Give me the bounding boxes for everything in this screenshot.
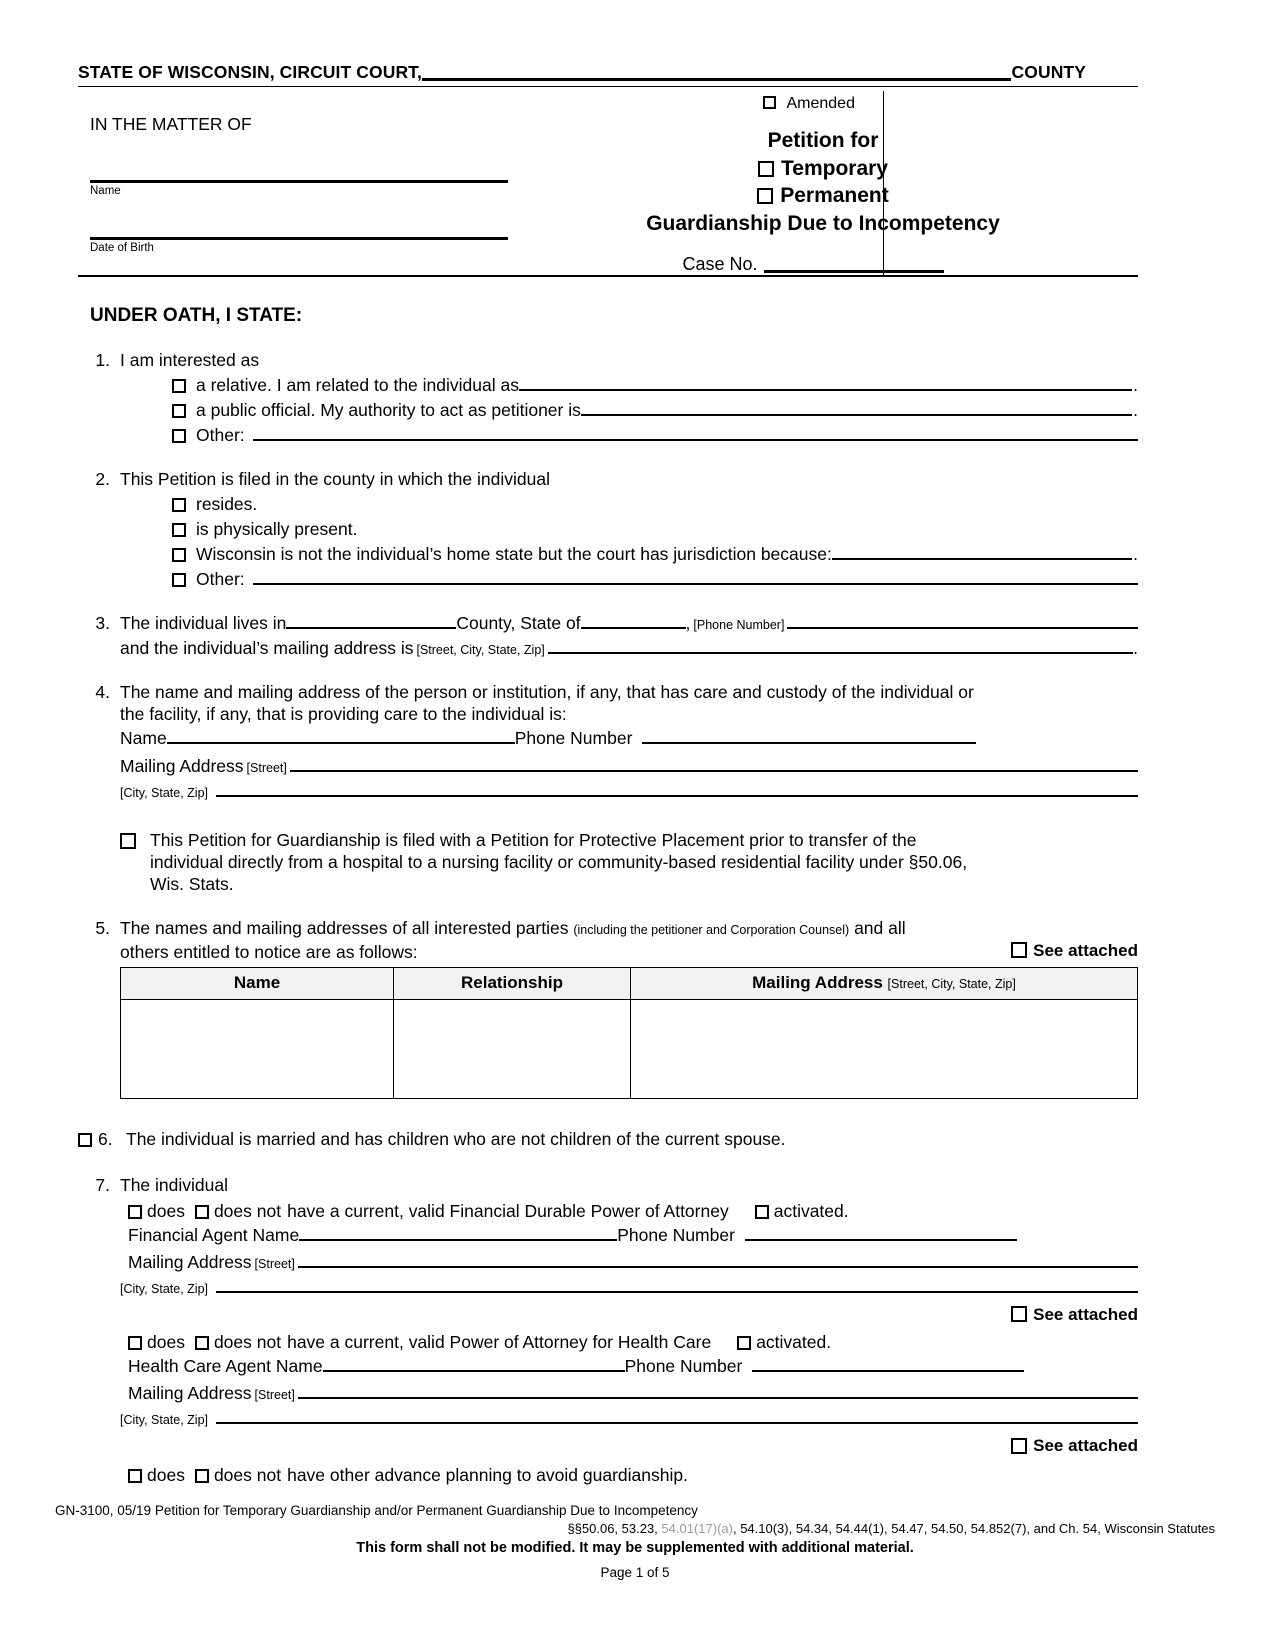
name-input-line[interactable] xyxy=(90,180,508,183)
financial-activated-option xyxy=(755,1200,849,1222)
footer-statutes xyxy=(55,1520,1215,1538)
item-3-line-2 xyxy=(120,637,1138,659)
item-2-option-jurisdiction xyxy=(172,543,1138,565)
financial-city-input-line[interactable] xyxy=(216,1278,1138,1293)
item-1-body xyxy=(120,349,1138,446)
item-4-line-2: the facility, if any, that is providing care to the individual is: xyxy=(120,704,567,725)
county-label: COUNTY xyxy=(1011,62,1086,82)
item1-other-checkbox[interactable] xyxy=(172,429,186,443)
form-sheet xyxy=(78,62,1138,1486)
financial-agent-phone-input-line[interactable] xyxy=(745,1226,1017,1241)
financial-does-label: does xyxy=(147,1200,185,1221)
financial-street-row xyxy=(128,1251,1138,1273)
petition-for-label: Petition for xyxy=(767,129,879,152)
financial-activated-checkbox[interactable] xyxy=(755,1205,769,1219)
table-row xyxy=(121,999,1138,1098)
interested-parties-table xyxy=(120,967,1138,1098)
financial-street-hint: [Street] xyxy=(254,1256,295,1271)
column-header-mailing-address-text: Mailing Address xyxy=(752,973,883,993)
public-official-label: a public official. My authority to act as petitioner is xyxy=(196,399,581,420)
case-number-row xyxy=(488,254,1138,275)
financial-mailing-label: Mailing Address xyxy=(128,1251,252,1272)
others-entitled-label: others entitled to notice are as follows: xyxy=(120,942,418,963)
healthcare-does-not-option xyxy=(195,1331,281,1353)
jurisdiction-period: . xyxy=(1133,544,1138,565)
item-3-line-1 xyxy=(120,612,1138,634)
column-header-mailing-address-hint: [Street, City, State, Zip] xyxy=(887,977,1016,992)
footer-statutes-pre: §§50.06, 53.23, xyxy=(567,1521,662,1537)
item-7-number: 7. xyxy=(95,1174,110,1195)
healthcare-city-row xyxy=(120,1409,1138,1429)
temporary-checkbox[interactable] xyxy=(758,161,774,177)
healthcare-street-hint: [Street] xyxy=(254,1388,295,1403)
married-with-children-checkbox[interactable] xyxy=(78,1133,92,1147)
item-2-option-other xyxy=(172,568,1138,590)
healthcare-see-attached-checkbox[interactable] xyxy=(1011,1438,1027,1454)
item-2-option-present xyxy=(172,518,1138,540)
item-5-number: 5. xyxy=(95,918,110,939)
item-1-option-relative xyxy=(172,374,1138,396)
item-2-option-resides xyxy=(172,493,1138,515)
protective-placement-text xyxy=(150,829,967,895)
item-5 xyxy=(78,917,1138,1098)
footer-statutes-grey: 54.01(17)(a) xyxy=(661,1521,733,1537)
guardianship-title-label: Guardianship Due to Incompetency xyxy=(646,212,1000,236)
item3-period: . xyxy=(1133,638,1138,659)
item5-see-attached-label: See attached xyxy=(1033,940,1138,960)
financial-does-checkbox[interactable] xyxy=(128,1205,142,1219)
caption-box xyxy=(78,62,1138,277)
item-5-line-1 xyxy=(120,917,1138,939)
public-official-checkbox[interactable] xyxy=(172,404,186,418)
item-6-number: 6. xyxy=(98,1128,113,1149)
protective-placement-line-1: This Petition for Guardianship is filed with a Petition for Protective Placement prior to transfer of the xyxy=(150,830,917,851)
item-7 xyxy=(78,1174,1138,1487)
caption-body xyxy=(78,87,1138,275)
custodian-phone-label: Phone Number xyxy=(514,728,633,749)
protective-placement-row xyxy=(120,829,1138,895)
physically-present-label: is physically present. xyxy=(196,519,358,540)
advance-does-option xyxy=(128,1464,185,1486)
item-2-lead: This Petition is filed in the county in which the individual xyxy=(120,469,550,490)
court-label: STATE OF WISCONSIN, CIRCUIT COURT, xyxy=(78,62,422,82)
county-input-line[interactable] xyxy=(422,63,1011,81)
name-field-block xyxy=(90,180,508,199)
financial-poa-text: have a current, valid Financial Durable Power of Attorney xyxy=(287,1200,729,1221)
item-6 xyxy=(78,1129,1138,1150)
custodian-phone-input-line[interactable] xyxy=(642,729,976,744)
advance-does-checkbox[interactable] xyxy=(128,1469,142,1483)
item4-street-hint: [Street] xyxy=(246,760,287,775)
item5-see-attached-checkbox[interactable] xyxy=(1011,942,1027,958)
individual-phone-input-line[interactable] xyxy=(787,614,1138,629)
custodian-mailing-label: Mailing Address xyxy=(120,755,244,776)
item-5-line-2 xyxy=(120,940,1138,964)
court-header-row xyxy=(78,62,1138,87)
permanent-row xyxy=(508,182,1138,210)
item-4-line-1: The name and mailing address of the person or institution, if any, that has care and custody of the individual or xyxy=(120,682,974,703)
dob-label: Date of Birth xyxy=(90,242,154,255)
healthcare-does-label: does xyxy=(147,1332,185,1353)
public-official-detail-input-line[interactable] xyxy=(581,401,1132,416)
case-no-label: Case No. xyxy=(682,253,758,274)
advance-planning-row xyxy=(128,1464,1138,1486)
column-header-relationship: Relationship xyxy=(394,968,631,999)
relative-checkbox[interactable] xyxy=(172,379,186,393)
footer-notice: This form shall not be modified. It may be supplemented with additional material. xyxy=(356,1539,914,1556)
financial-agent-row xyxy=(128,1224,1138,1246)
item-4-body xyxy=(120,681,1138,895)
item-1 xyxy=(78,349,1138,446)
in-the-matter-of-label: IN THE MATTER OF xyxy=(90,114,252,134)
financial-see-attached-checkbox[interactable] xyxy=(1011,1306,1027,1322)
healthcare-see-attached-label: See attached xyxy=(1033,1435,1138,1455)
relative-label: a relative. I am related to the individual as xyxy=(196,374,519,395)
dob-input-line[interactable] xyxy=(90,237,508,240)
healthcare-agent-phone-input-line[interactable] xyxy=(752,1357,1024,1372)
healthcare-see-attached-row xyxy=(120,1435,1138,1456)
custodian-city-input-line[interactable] xyxy=(216,782,1138,797)
healthcare-mailing-label: Mailing Address xyxy=(128,1383,252,1404)
jurisdiction-checkbox[interactable] xyxy=(172,548,186,562)
item-4-name-phone-row xyxy=(120,727,1138,749)
relative-detail-input-line[interactable] xyxy=(519,376,1132,391)
state-input-line[interactable] xyxy=(581,614,686,629)
protective-placement-line-3: Wis. Stats. xyxy=(150,874,234,895)
financial-see-attached-label: See attached xyxy=(1033,1304,1138,1324)
table-cell-name[interactable] xyxy=(121,999,394,1098)
temporary-label: Temporary xyxy=(781,156,888,180)
case-no-input-line[interactable] xyxy=(764,255,944,273)
item-3-body xyxy=(120,612,1138,659)
amended-checkbox[interactable] xyxy=(763,96,776,109)
advance-does-not-option xyxy=(195,1464,281,1486)
protective-placement-checkbox[interactable] xyxy=(120,833,136,849)
county-state-label: County, State of xyxy=(456,613,581,634)
financial-street-input-line[interactable] xyxy=(298,1253,1138,1268)
item-4-street-row xyxy=(120,755,1138,777)
financial-city-hint: [City, State, Zip] xyxy=(120,1281,208,1296)
item-4-city-row xyxy=(120,782,1138,802)
healthcare-poa-text: have a current, valid Power of Attorney for Health Care xyxy=(287,1332,712,1353)
item-1-lead: I am interested as xyxy=(120,349,260,370)
healthcare-city-hint: [City, State, Zip] xyxy=(120,1413,208,1428)
item-1-option-public-official xyxy=(172,399,1138,421)
dob-field-block xyxy=(90,237,508,256)
temporary-row xyxy=(508,155,1138,183)
advance-does-not-checkbox[interactable] xyxy=(195,1469,209,1483)
lives-in-label: The individual lives in xyxy=(120,613,287,634)
financial-does-not-option xyxy=(195,1200,281,1222)
interested-parties-hint: (including the petitioner and Corporation Counsel) xyxy=(573,923,850,938)
healthcare-agent-row xyxy=(128,1355,1138,1377)
table-cell-mailing-address[interactable] xyxy=(631,999,1138,1098)
resides-checkbox[interactable] xyxy=(172,498,186,512)
page-footer xyxy=(55,1502,1215,1583)
caption-left-column xyxy=(78,87,508,275)
interested-parties-label: The names and mailing addresses of all interested parties xyxy=(120,918,569,939)
financial-agent-name-input-line[interactable] xyxy=(299,1226,617,1241)
healthcare-street-row xyxy=(128,1382,1138,1404)
financial-does-option xyxy=(128,1200,185,1222)
protective-placement-line-2: individual directly from a hospital to a nursing facility or community-based residential facility under §50.06, xyxy=(150,852,968,873)
permanent-label: Permanent xyxy=(780,184,889,208)
amended-row xyxy=(480,95,1138,113)
item-2-body xyxy=(120,468,1138,590)
phone-number-hint: [Phone Number] xyxy=(693,618,785,633)
item2-other-input-line[interactable] xyxy=(253,570,1138,585)
item3-comma: , xyxy=(685,613,691,634)
healthcare-does-not-checkbox[interactable] xyxy=(195,1336,209,1350)
financial-does-not-label: does not xyxy=(213,1200,282,1221)
healthcare-activated-checkbox[interactable] xyxy=(737,1336,751,1350)
item-5-body xyxy=(120,917,1138,1098)
name-label: Name xyxy=(90,185,121,198)
physically-present-checkbox[interactable] xyxy=(172,523,186,537)
jurisdiction-label: Wisconsin is not the individual’s home state but the court has jurisdiction because: xyxy=(196,544,832,565)
healthcare-street-input-line[interactable] xyxy=(298,1384,1138,1399)
financial-agent-phone-label: Phone Number xyxy=(617,1224,735,1245)
caption-right-column xyxy=(508,87,1138,275)
item-4-number: 4. xyxy=(95,682,110,703)
financial-does-not-checkbox[interactable] xyxy=(195,1205,209,1219)
financial-activated-label: activated. xyxy=(773,1200,849,1221)
advance-does-label: does xyxy=(147,1465,185,1486)
interested-parties-tail: and all xyxy=(854,918,906,939)
healthcare-activated-option xyxy=(737,1331,831,1353)
custodian-name-input-line[interactable] xyxy=(167,729,515,744)
healthcare-city-input-line[interactable] xyxy=(216,1409,1138,1424)
item5-see-attached-row xyxy=(1011,940,1138,961)
table-header-row xyxy=(121,968,1138,999)
financial-see-attached-row xyxy=(120,1304,1138,1325)
item2-other-checkbox[interactable] xyxy=(172,573,186,587)
petition-title-block xyxy=(508,127,1138,238)
column-header-name: Name xyxy=(121,968,394,999)
item-7-body xyxy=(120,1174,1138,1487)
item-1-number: 1. xyxy=(95,349,110,370)
healthcare-does-option xyxy=(128,1331,185,1353)
healthcare-does-not-label: does not xyxy=(213,1332,282,1353)
footer-page-number: Page 1 of 5 xyxy=(600,1565,670,1581)
financial-city-row xyxy=(120,1278,1138,1298)
advance-does-not-label: does not xyxy=(213,1465,282,1486)
footer-form-id: GN-3100, 05/19 Petition for Temporary Guardianship and/or Permanent Guardianship Due to Incompetency xyxy=(55,1503,698,1518)
county-of-residence-input-line[interactable] xyxy=(286,614,456,629)
healthcare-agent-name-input-line[interactable] xyxy=(323,1357,625,1372)
item1-other-label: Other: xyxy=(196,425,245,446)
financial-poa-row xyxy=(128,1200,1138,1222)
item-7-lead: The individual xyxy=(120,1174,228,1195)
item4-city-hint: [City, State, Zip] xyxy=(120,785,208,800)
column-header-mailing-address xyxy=(631,968,1138,999)
advance-planning-text: have other advance planning to avoid guardianship. xyxy=(287,1465,688,1486)
mailing-address-is-label: and the individual’s mailing address is xyxy=(120,638,414,659)
healthcare-agent-phone-label: Phone Number xyxy=(624,1356,743,1377)
item2-other-label: Other: xyxy=(196,569,245,590)
amended-label: Amended xyxy=(786,95,855,112)
table-cell-relationship[interactable] xyxy=(394,999,631,1098)
item-6-text: The individual is married and has children who are not children of the current spouse. xyxy=(126,1128,786,1149)
footer-statutes-post: , 54.10(3), 54.34, 54.44(1), 54.47, 54.50, 54.852(7), and Ch. 54, Wisconsin Statutes xyxy=(732,1521,1215,1537)
public-official-period: . xyxy=(1133,399,1138,420)
under-oath-heading: UNDER OATH, I STATE: xyxy=(90,304,303,326)
item-4 xyxy=(78,681,1138,895)
financial-agent-name-label: Financial Agent Name xyxy=(128,1224,300,1245)
custodian-name-label: Name xyxy=(120,728,167,749)
healthcare-agent-name-label: Health Care Agent Name xyxy=(128,1356,323,1377)
relative-period: . xyxy=(1133,374,1138,395)
item1-other-input-line[interactable] xyxy=(253,426,1138,441)
item3-address-hint: [Street, City, State, Zip] xyxy=(416,643,545,658)
healthcare-poa-row xyxy=(128,1331,1138,1353)
item-3 xyxy=(78,612,1138,659)
item-3-number: 3. xyxy=(95,613,110,634)
item-2 xyxy=(78,468,1138,590)
permanent-checkbox[interactable] xyxy=(757,188,773,204)
healthcare-does-checkbox[interactable] xyxy=(128,1336,142,1350)
custodian-street-input-line[interactable] xyxy=(290,757,1138,772)
item-2-number: 2. xyxy=(95,469,110,490)
resides-label: resides. xyxy=(196,494,258,515)
item-1-option-other xyxy=(172,424,1138,446)
individual-address-input-line[interactable] xyxy=(548,639,1133,654)
healthcare-activated-label: activated. xyxy=(756,1332,832,1353)
jurisdiction-input-line[interactable] xyxy=(832,545,1132,560)
